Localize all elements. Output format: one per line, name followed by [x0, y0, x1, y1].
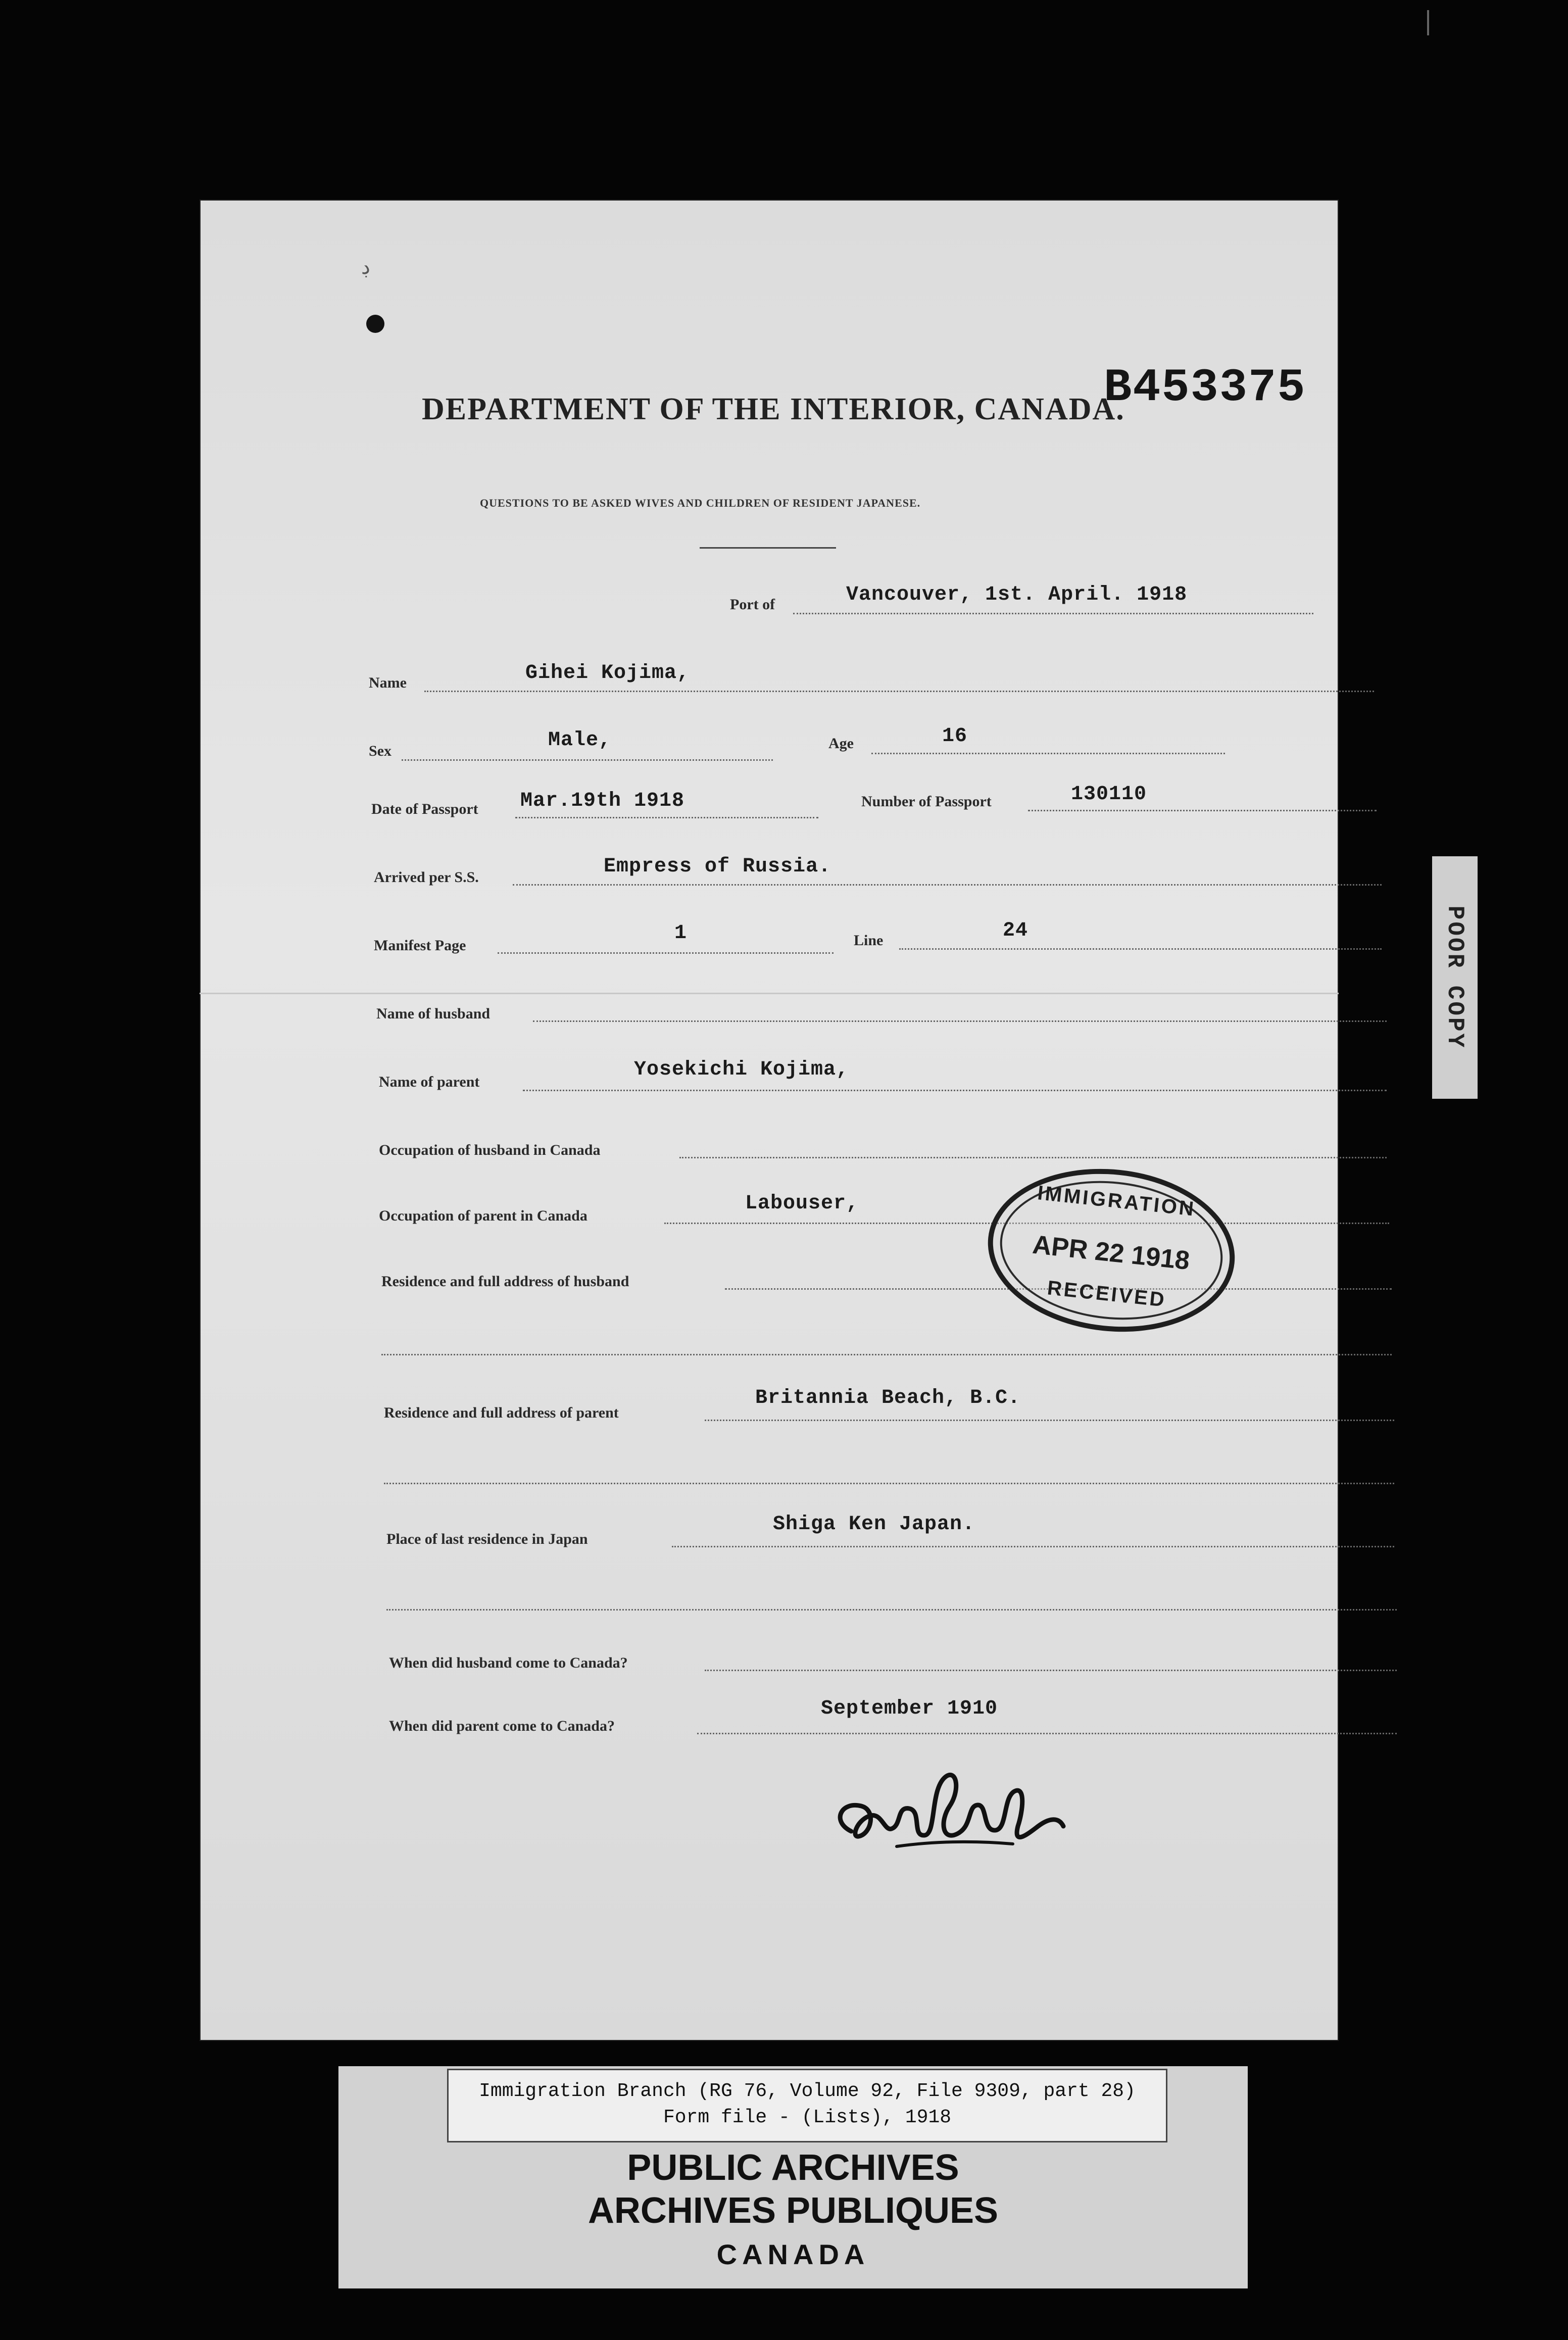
immigration-form-sheet: [200, 200, 1339, 2041]
manifest-page-line: [498, 952, 834, 954]
sex-value: Male,: [548, 729, 612, 752]
husband-residence-label: Residence and full address of husband: [381, 1273, 629, 1290]
line-value: 24: [1003, 919, 1028, 942]
form-title: DEPARTMENT OF THE INTERIOR, CANADA.: [422, 392, 1125, 426]
immigration-received-stamp: [980, 1157, 1243, 1343]
age-value: 16: [942, 725, 968, 748]
archive-reference-line-2: Form file - (Lists), 1918: [663, 2107, 952, 2128]
name-line: [424, 691, 1374, 692]
port-value: Vancouver, 1st. April. 1918: [846, 583, 1188, 606]
parent-name-value: Yosekichi Kojima,: [634, 1058, 849, 1081]
document-serial-number: B453375: [1104, 361, 1306, 414]
film-edge-mark: [1427, 10, 1429, 35]
japan-residence-value: Shiga Ken Japan.: [773, 1513, 975, 1536]
line-label: Line: [854, 932, 884, 949]
archive-canada-heading: CANADA: [716, 2238, 870, 2270]
passport-number-label: Number of Passport: [861, 793, 992, 810]
arrived-label: Arrived per S.S.: [374, 869, 479, 886]
archive-publiques-heading: ARCHIVES PUBLIQUES: [587, 2190, 999, 2231]
passport-date-value: Mar.19th 1918: [520, 790, 685, 812]
public-archives-label: [338, 2066, 1248, 2288]
husband-residence-line-2: [381, 1354, 1392, 1355]
stamp-bottom-text: RECEIVED: [1046, 1277, 1167, 1311]
name-label: Name: [369, 674, 407, 691]
parent-occupation-label: Occupation of parent in Canada: [379, 1207, 587, 1224]
age-label: Age: [828, 735, 854, 752]
husband-name-label: Name of husband: [376, 1005, 491, 1022]
archive-reference-box: [447, 2069, 1167, 2142]
age-line: [871, 753, 1225, 754]
line-line: [899, 948, 1382, 950]
punch-hole: [366, 315, 384, 333]
name-value: Gihei Kojima,: [525, 662, 690, 685]
arrived-line: [513, 884, 1382, 886]
paper-fold: [200, 993, 1339, 994]
arrived-value: Empress of Russia.: [604, 855, 831, 878]
japan-residence-label: Place of last residence in Japan: [386, 1531, 588, 1547]
japan-residence-line-2: [386, 1609, 1397, 1611]
parent-arrival-value: September 1910: [821, 1697, 998, 1720]
husband-occupation-label: Occupation of husband in Canada: [379, 1142, 601, 1158]
japan-residence-line: [672, 1546, 1394, 1547]
parent-residence-label: Residence and full address of parent: [384, 1404, 619, 1421]
archive-public-heading: PUBLIC ARCHIVES: [627, 2148, 959, 2188]
husband-arrival-line: [705, 1670, 1397, 1671]
parent-residence-value: Britannia Beach, B.C.: [755, 1387, 1021, 1409]
husband-name-line: [533, 1020, 1387, 1022]
sex-line: [402, 759, 773, 761]
parent-name-line: [523, 1090, 1387, 1091]
pencil-mark: ڊ: [361, 256, 370, 278]
sex-label: Sex: [369, 743, 391, 759]
stamp-date: APR 22 1918: [1031, 1230, 1191, 1276]
husband-arrival-label: When did husband come to Canada?: [389, 1654, 628, 1671]
poor-copy-label: [1432, 856, 1478, 1099]
form-subtitle: QUESTIONS TO BE ASKED WIVES AND CHILDREN OF RESIDENT JAPANESE.: [480, 497, 921, 509]
port-line: [793, 613, 1313, 614]
passport-number-value: 130110: [1071, 783, 1147, 806]
parent-occupation-value: Labouser,: [745, 1192, 859, 1215]
passport-date-line: [515, 817, 818, 818]
parent-residence-line: [705, 1420, 1394, 1421]
parent-arrival-line: [697, 1733, 1397, 1734]
officer-signature: [821, 1745, 1104, 1877]
manifest-page-value: 1: [674, 922, 688, 945]
archive-reference-line-1: Immigration Branch (RG 76, Volume 92, File 9309, part 28): [479, 2080, 1136, 2102]
parent-residence-line-2: [384, 1483, 1394, 1484]
parent-arrival-label: When did parent come to Canada?: [389, 1718, 615, 1734]
stamp-top-text: IMMIGRATION: [1036, 1182, 1197, 1221]
manifest-page-label: Manifest Page: [374, 937, 466, 954]
passport-number-line: [1028, 810, 1377, 811]
husband-occupation-line: [679, 1157, 1387, 1158]
port-label: Port of: [730, 596, 775, 613]
poor-copy-text: POOR COPY: [1442, 905, 1468, 1050]
title-rule: [700, 547, 836, 549]
passport-date-label: Date of Passport: [371, 801, 478, 817]
parent-name-label: Name of parent: [379, 1074, 480, 1090]
